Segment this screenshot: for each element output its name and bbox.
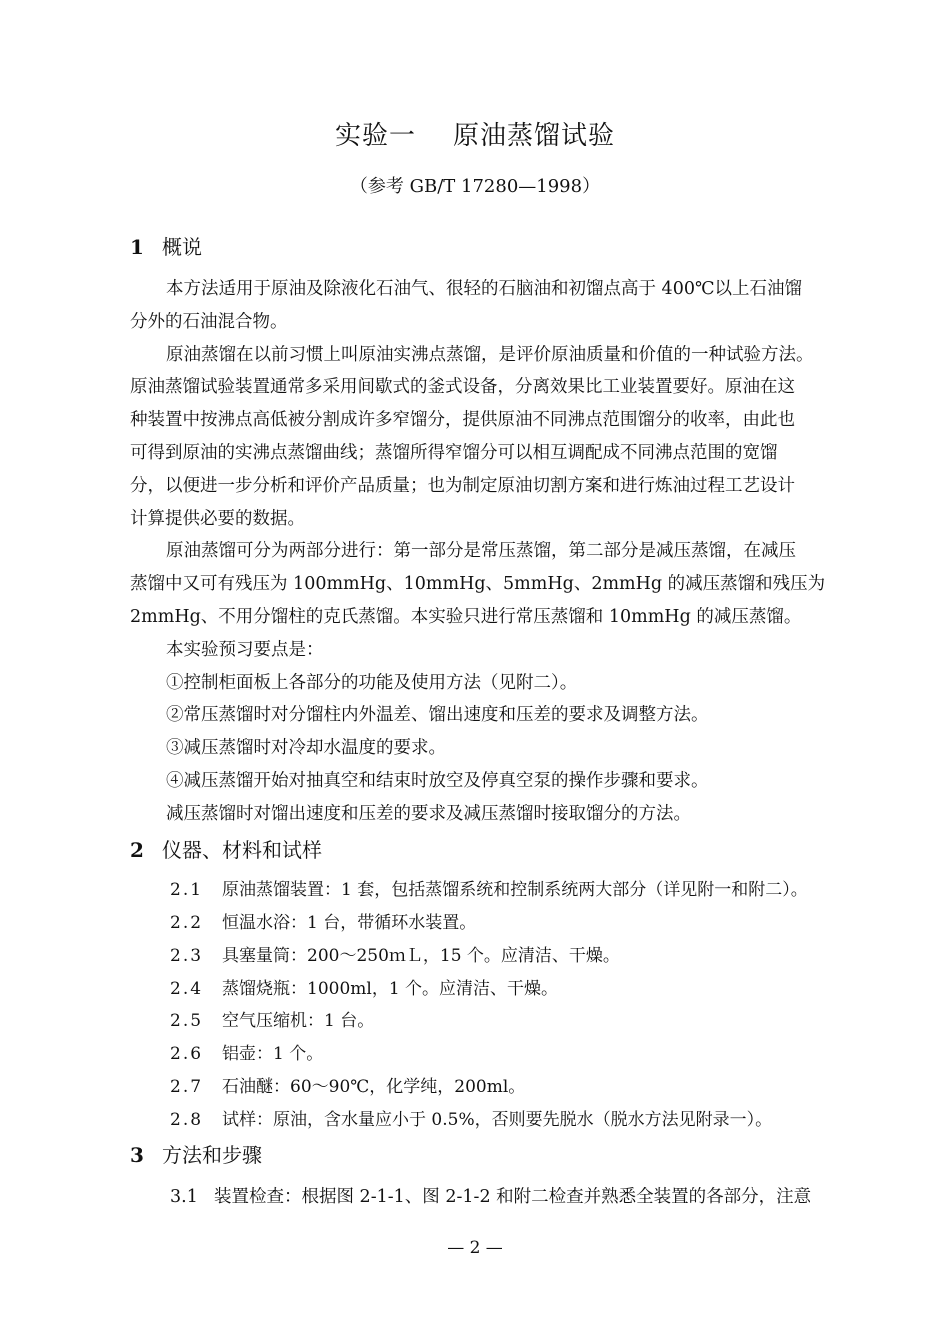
list-item: 2.1 原油蒸馏装置：1 套，包括蒸馏系统和控制系统两大部分（详见附一和附二）。 bbox=[170, 880, 808, 900]
paragraph-line: ④减压蒸馏开始对抽真空和结束时放空及停真空泵的操作步骤和要求。 bbox=[166, 771, 709, 791]
section-title: 概说 bbox=[162, 235, 202, 259]
section-title: 仪器、材料和试样 bbox=[162, 838, 322, 862]
section-title: 方法和步骤 bbox=[162, 1143, 262, 1167]
paragraph-line: 蒸馏中又可有残压为 100mmHg、10mmHg、5mmHg、2mmHg 的减压蒸馏和残压为 bbox=[130, 574, 826, 594]
paragraph-line: 种装置中按沸点高低被分割成许多窄馏分，提供原油不同沸点范围馏分的收率，由此也 bbox=[130, 410, 795, 430]
list-item: 2.7 石油醚：60～90℃，化学纯，200ml。 bbox=[170, 1077, 526, 1097]
paragraph-line: 2mmHg、不用分馏柱的克氏蒸馏。本实验只进行常压蒸馏和 10mmHg 的减压蒸馏。 bbox=[130, 607, 802, 627]
list-item: 3.1 装置检查：根据图 2-1-1、图 2-1-2 和附二检查并熟悉全装置的各部分，注意 bbox=[170, 1187, 812, 1207]
paragraph-line: ③减压蒸馏时对冷却水温度的要求。 bbox=[166, 738, 446, 758]
section-3-heading bbox=[130, 1141, 262, 1169]
paragraph-line: 减压蒸馏时对馏出速度和压差的要求及减压蒸馏时接取馏分的方法。 bbox=[166, 804, 691, 824]
list-item: 2.2 恒温水浴：1 台，带循环水装置。 bbox=[170, 913, 477, 933]
paragraph-line: 原油蒸馏试验装置通常多采用间歇式的釜式设备，分离效果比工业装置要好。原油在这 bbox=[130, 377, 795, 397]
section-number: 3 bbox=[130, 1143, 144, 1167]
list-item: 2.4 蒸馏烧瓶：1000ml，1 个。应清洁、干燥。 bbox=[170, 979, 559, 999]
section-1-heading bbox=[130, 233, 202, 261]
paragraph-line: 本方法适用于原油及除液化石油气、很轻的石脑油和初馏点高于 400℃以上石油馏 bbox=[166, 279, 803, 299]
paragraph-line: ②常压蒸馏时对分馏柱内外温差、馏出速度和压差的要求及调整方法。 bbox=[166, 705, 709, 725]
paragraph-line: ①控制柜面板上各部分的功能及使用方法（见附二）。 bbox=[166, 673, 578, 693]
paragraph-line: 分，以便进一步分析和评价产品质量；也为制定原油切割方案和进行炼油过程工艺设计 bbox=[130, 476, 795, 496]
section-number: 2 bbox=[130, 838, 144, 862]
list-item: 2.3 具塞量筒：200～250ｍＬ，15 个。应清洁、干燥。 bbox=[170, 946, 620, 966]
section-2-heading bbox=[130, 836, 322, 864]
paragraph-line: 原油蒸馏可分为两部分进行：第一部分是常压蒸馏，第二部分是减压蒸馏，在减压 bbox=[166, 541, 796, 561]
paragraph-line: 可得到原油的实沸点蒸馏曲线；蒸馏所得窄馏分可以相互调配成不同沸点范围的宽馏 bbox=[130, 443, 778, 463]
list-item: 2.6 铝壶：1 个。 bbox=[170, 1044, 324, 1064]
page-number: — 2 — bbox=[447, 1238, 503, 1258]
paragraph-line: 分外的石油混合物。 bbox=[130, 312, 288, 332]
paragraph-line: 原油蒸馏在以前习惯上叫原油实沸点蒸馏，是评价原油质量和价值的一种试验方法。 bbox=[166, 345, 814, 365]
page-title: 实验一 原油蒸馏试验 bbox=[334, 121, 616, 151]
section-number: 1 bbox=[130, 235, 144, 259]
list-item: 2.8 试样：原油，含水量应小于 0.5%，否则要先脱水（脱水方法见附录一）。 bbox=[170, 1110, 773, 1130]
paragraph-line: 本实验预习要点是： bbox=[166, 640, 324, 660]
page-subtitle: （参考 GB/T 17280—1998） bbox=[349, 176, 601, 197]
list-item: 2.5 空气压缩机：1 台。 bbox=[170, 1011, 375, 1031]
paragraph-line: 计算提供必要的数据。 bbox=[130, 509, 305, 529]
